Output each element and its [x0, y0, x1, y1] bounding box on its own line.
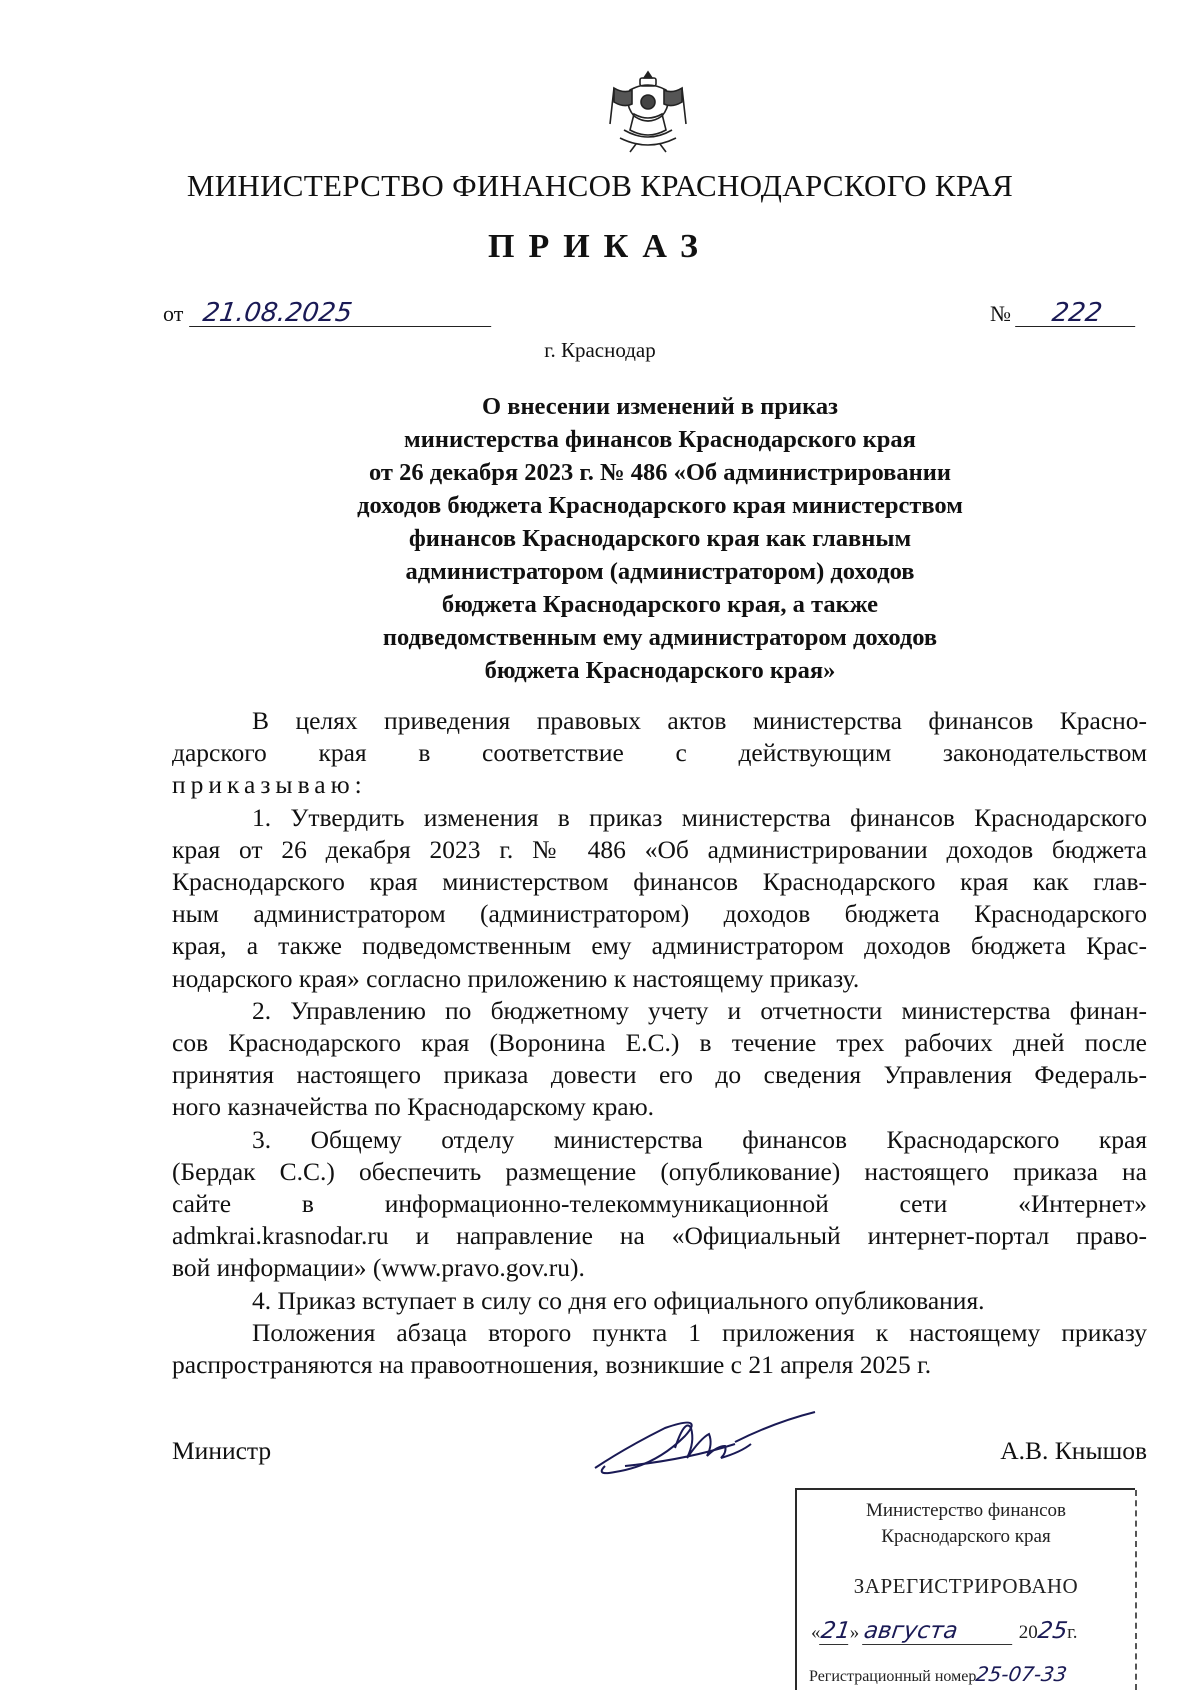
stamp-region-line: Краснодарского края — [881, 1526, 1051, 1547]
handwritten-number: 222 — [1015, 300, 1139, 327]
subject-line: О внесении изменений в приказ — [482, 393, 838, 420]
body-line: Положения абзаца второго пункта 1 приложения к настоящему приказу — [252, 1317, 1147, 1347]
subject-line: министерства финансов Краснодарского края — [404, 426, 916, 453]
handwritten-date: 21.08.2025 — [189, 300, 495, 327]
stamp-date-line — [811, 1618, 1131, 1645]
document-type-title: ПРИКАЗ — [488, 228, 712, 265]
stamp-handwritten-month: августа — [862, 1618, 1016, 1645]
signatory-position: Министр — [172, 1436, 272, 1465]
stamp-dashed-edge — [1135, 1490, 1137, 1690]
subject-line: от 26 декабря 2023 г. № 486 «Об администрировании — [369, 459, 951, 486]
body-line: края от 26 декабря 2023 г. № 486 «Об администрировании доходов бюджета — [172, 834, 1147, 864]
ministry-name: МИНИСТЕРСТВО ФИНАНСОВ КРАСНОДАРСКОГО КРАЯ — [186, 168, 1014, 203]
stamp-status: ЗАРЕГИСТРИРОВАНО — [853, 1574, 1079, 1598]
body-line: приказываю: — [172, 770, 367, 800]
registration-stamp — [795, 1488, 1135, 1690]
stamp-quote-open: « — [811, 1622, 821, 1643]
body-line: В целях приведения правовых актов министерства финансов Красно- — [252, 706, 1147, 735]
body-line: admkrai.krasnodar.ru и направление на «Официальный интернет-портал право- — [172, 1221, 1147, 1251]
order-date-line — [163, 300, 493, 327]
stamp-year-prefix: 20 — [1018, 1622, 1038, 1643]
stamp-handwritten-day: 21 — [818, 1618, 852, 1644]
body-line: ного казначейства по Краснодарскому краю. — [172, 1092, 655, 1122]
body-line: сайте в информационно-телекоммуникационной сети «Интернет» — [172, 1189, 1147, 1219]
signature-icon — [585, 1408, 835, 1488]
stamp-handwritten-reg-number: 25-07-33 — [974, 1662, 1069, 1686]
stamp-year-suffix: г. — [1067, 1622, 1078, 1643]
stamp-quote-close: » — [849, 1622, 860, 1643]
body-line: 1. Утвердить изменения в приказ министерства финансов Краснодарского — [252, 802, 1147, 832]
subject-line: доходов бюджета Краснодарского края министерством — [357, 492, 963, 519]
number-prefix: № — [990, 301, 1011, 326]
subject-line: бюджета Краснодарского края, а также — [441, 591, 879, 618]
subject-line: финансов Краснодарского края как главным — [408, 525, 912, 552]
stamp-reg-label: Регистрационный номер — [809, 1668, 977, 1685]
order-body — [172, 705, 1147, 1381]
body-line: 4. Приказ вступает в силу со дня его официального опубликования. — [252, 1285, 985, 1315]
order-subject — [280, 390, 1040, 687]
signatory-name: А.В. Кнышов — [1000, 1436, 1147, 1465]
coat-of-arms-icon — [600, 68, 696, 154]
stamp-handwritten-year: 25 — [1035, 1618, 1069, 1644]
body-line: дарского края в соответствие с действующим законодательством — [172, 738, 1147, 768]
body-line: сов Краснодарского края (Воронина Е.С.) в течение трех рабочих дней после — [172, 1028, 1147, 1058]
body-line: распространяются на правоотношения, возникшие с 21 апреля 2025 г. — [172, 1350, 932, 1380]
stamp-reg-line — [809, 1662, 1133, 1686]
body-line: 2. Управлению по бюджетному учету и отчетности министерства финан- — [252, 995, 1147, 1025]
body-line: 3. Общему отделу министерства финансов Краснодарского края — [252, 1124, 1147, 1154]
stamp-ministry-line: Министерство финансов — [865, 1500, 1067, 1521]
body-line: принятия настоящего приказа довести его до сведения Управления Федераль- — [172, 1060, 1147, 1090]
body-line: Краснодарского края министерством финансов Краснодарского края как глав- — [172, 867, 1147, 897]
body-line: края, а также подведомственным ему администратором доходов бюджета Крас- — [172, 931, 1147, 961]
body-line: вой информации» (www.pravo.gov.ru). — [172, 1253, 585, 1283]
subject-line: администратором (администратором) доходов — [405, 558, 915, 585]
subject-line: бюджета Краснодарского края» — [484, 657, 836, 684]
body-line: нодарского края» согласно приложению к настоящему приказу. — [172, 963, 860, 993]
body-line: ным администратором (администратором) доходов бюджета Краснодарского — [172, 899, 1147, 929]
subject-line: подведомственным ему администратором доходов — [382, 624, 938, 651]
date-prefix: от — [163, 301, 184, 326]
order-number-line — [990, 300, 1137, 327]
city: г. Краснодар — [544, 338, 656, 362]
body-line: (Бердак С.С.) обеспечить размещение (опубликование) настоящего приказа на — [172, 1156, 1147, 1186]
